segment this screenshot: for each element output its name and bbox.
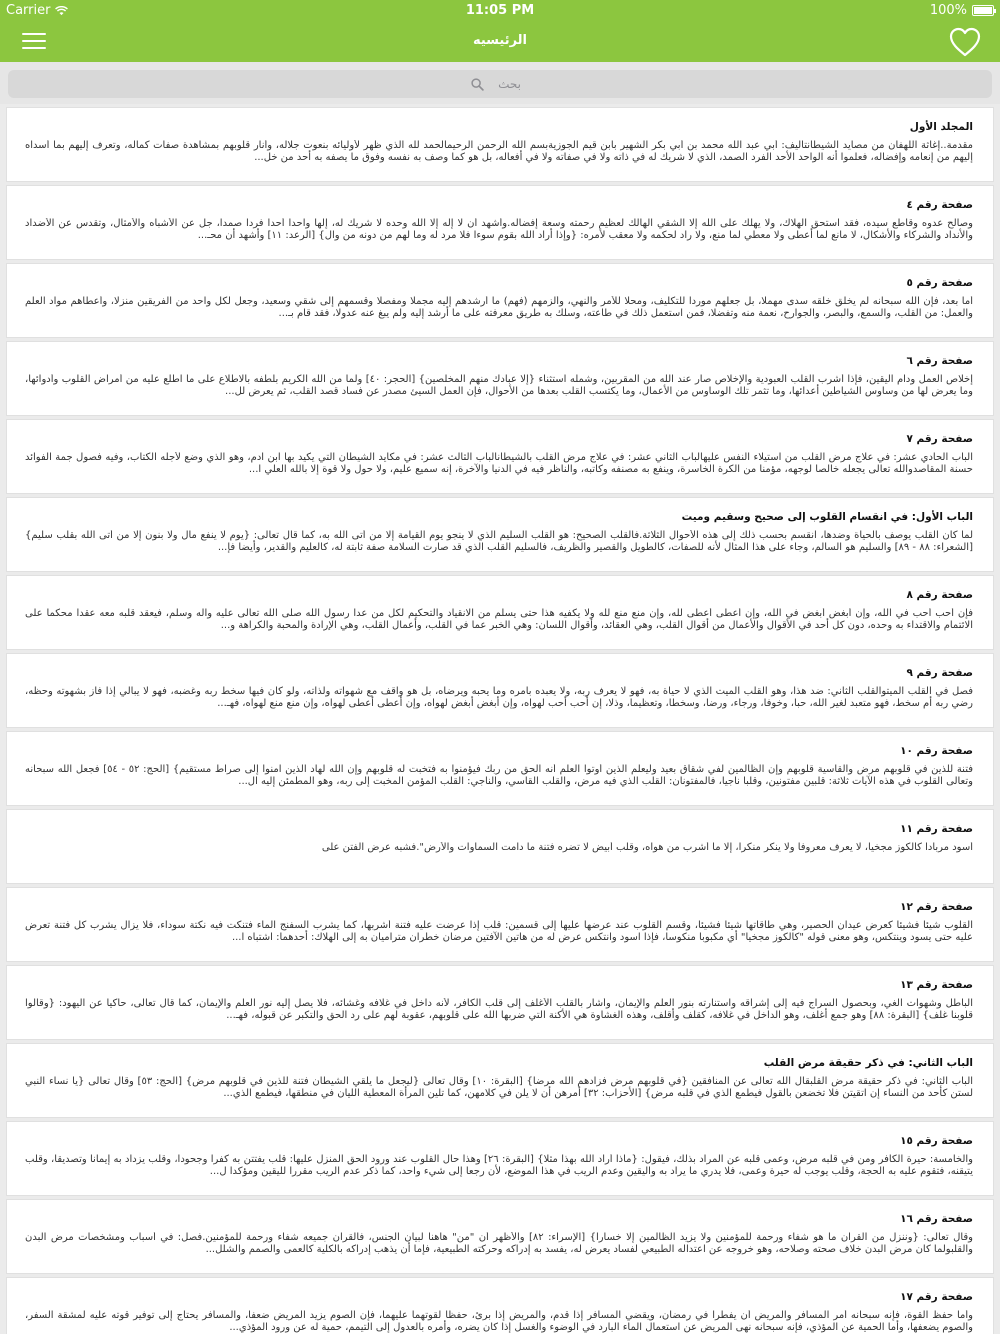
list-item[interactable] [6,1121,994,1196]
list-item[interactable] [6,653,994,728]
list-item-text: فصل في القلب الميتوالقلب الثاني: ضد هذا، وهو القلب الميت الذي لا حياة به، فهو لا يعرف ربه، ولا يعبده بأمره وما يحبه ويرضاه، بل هو واقف مع شهواته ولذاته، ولو كان فيها سخط ربه وغضبه، فهو لا يبالي إذا فاز بشهوته وحظه، رضي ربه أم سخط، فهو متعبد لغير الله، حبا، وخوفا، ورجاء، ورضا، وسخطا، وتعظيما، وذلا، إن أحب أحب لهواه، وإن أبغض أبغض لهواه، وإن أعطى أعطى لهواه، وإن منع منع لهواه، فهـ... [25,686,973,709]
list-item[interactable] [6,185,994,260]
list-item-title: صفحة رقم ١٧ [900,1291,973,1303]
search-icon [471,78,484,91]
search-box[interactable] [8,70,992,98]
list-item-text: وقال تعالى: {وننزل من القرآن ما هو شفاء ورحمة للمؤمنين ولا يزيد الظالمين إلا خسارا} [الإسراء: ٨٢] والأظهر أن "من" هاهنا لبيان الجنس، فالقرآن جميعه شفاء ورحمة للمؤمنين.فصل: في أسباب ومشخصات مرض البدن والقلبولما كان مرض البدن خلاف صحته وصلاحه، وهو خروجه عن اعتداله الطبيعي لفساد يعرض له، يفسد به إدراكه وحركته الطبيعية، فإما أن يذهب إدراكه بالكلية كالعمى والصمم والشلل... [25,1232,973,1255]
search-input[interactable] [490,77,530,91]
list-item[interactable] [6,1043,994,1118]
navigation-bar [0,22,1000,62]
list-item[interactable] [6,107,994,182]
list-item-text: القلوب شيئا فشيئا كعرض عيدان الحصير، وهي طاقاتها شيئا فشيئا، وقسم القلوب عند عرضها عليها إلى قسمين: قلب إذا عرضت عليه فتنة أشربها، كما يشرب السفنج الماء فتنكت فيه نكتة سوداء، فلا يزال يشرب كل فتنة تعرض عليه حتى يسود وينتكس، وهو معنى قوله "كالكوز مجخيا" أي مكبوبا منكوسا، فإذا اسود وانتكس عرض له من هاتين الآفتين مرضان خطران متراميان به إلى الهلاك: أحدهما: اشتباه ا... [25,920,973,943]
list-item-text: فتنة للذين في قلوبهم مرض والقاسية قلوبهم وإن الظالمين لفي شقاق بعيد وليعلم الذين أوتوا العلم أنه الحق من ربك فيؤمنوا به فتخبت له قلوبهم وإن الله لهاد الذين آمنوا إلى صراط مستقيم} [الحج: ٥٢ - ٥٤] فجعل الله سبحانه وتعالى القلوب في هذه الآيات ثلاثة: قلبين مفتونين، وقلبا ناجيا، فالمفتونان: القلب الذي فيه مرض، والقلب القاسي، والناجي: القلب المؤمن المخبت إلى ربه، وهو المطمئن إليه ال... [25,764,973,787]
list-item-text: وصالح عدوه وقاطع سيده، فقد استحق الهلاك، ولا يهلك على الله إلا الشقي الهالك لعظيم رحمته وسعة إفضاله.وأشهد أن لا إله إلا الله وحده لا شريك له، إلها واحدا أحدا فردا صمدا، جل عن الأشباه والأمثال، وتقدس عن الأضداد والأنداد والشركاء والأشكال، لا مانع لما أعطى ولا معطي لما منع، ولا راد لحكمه ولا معقب لأمره: {وإذا أراد الله بقوم سوءا فلا مرد له وما لهم من دونه من وال} [الرعد: ١١] وأشهد أن محـ... [25,218,973,241]
list-item-title: صفحة رقم ٨ [906,589,973,601]
list-item[interactable] [6,341,994,416]
list-item[interactable] [6,1277,994,1334]
battery-label: 100% [929,3,967,18]
list-item-title: صفحة رقم ١٢ [900,901,973,913]
status-time: 11:05 PM [465,3,535,18]
list-item[interactable] [6,575,994,650]
list-item[interactable] [6,1199,994,1274]
carrier-label: Carrier [6,3,51,18]
list-item[interactable] [6,263,994,338]
page-title: الرئيسيه [472,33,528,48]
list-item-text: إخلاص العمل ودام اليقين، فإذا أشرب القلب العبودية والإخلاص صار عند الله من المقربين، وشمله استثناء {إلا عبادك منهم المخلصين} [الحجر: ٤٠] ولما من الله الكريم بلطفه بالاطلاع على ما اطلع عليه من أمراض القلوب وأدوائها، وما يعرض لها من وساوس الشياطين أعدائها، وما تثمر تلك الوساوس من الأعمال، وما يكتسب القلب بعدها من الأحوال، فإن العمل السيئ مصدر عن فساد قصد القلب، ثم يعرض لل... [25,374,973,397]
list-item-text: فإن أحب أحب في الله، وإن أبغض أبغض في الله، وإن أعطى أعطى لله، وإن منع منع لله ولا يكفيه هذا حتى يسلم من الانقياد والتحكيم لكل من عدا رسول الله صلى الله تعالى عليه وآله وسلم، فيعقد قلبه معه عقدا محكما على الائتمام والاقتداء به وحده، دون كل أحد في الأقوال والأعمال من أقوال القلب، وهي العقائد، وأقوال اللسان: وهي الخبر عما في القلب، وأعمال القلب، وهي الإرادة والمحبة والكراهة و... [25,608,973,631]
list-item-title: صفحة رقم ٩ [906,667,973,679]
list-item-title: صفحة رقم ١٥ [900,1135,973,1147]
heart-icon[interactable] [948,26,982,58]
list-item-title: صفحة رقم ١٦ [900,1213,973,1225]
list-item-text: الباطل وشهوات الغي، وبحصول السراج فيه إلى إشراقه واستنارته بنور العلم والإيمان، وأشار بالقلب الأغلف إلى قلب الكافر، لأنه داخل في غلافه وغشائه، فلا يصل إليه نور العلم والإيمان، كما قال تعالى، حاكيا عن اليهود: {وقالوا قلوبنا غلف} [البقرة: ٨٨] وهو جمع أغلف، وهو الداخل في غلافه، كقلف وأقلف، وهذه الغشاوة هي الأكنة التي ضربها الله على قلوبهم، عقوبة لهم على رد الحق والتكبر عن قبوله، فهـ... [25,998,973,1021]
list-item[interactable] [6,809,994,884]
list-item-text: لما كان القلب يوصف بالحياة وضدها، انقسم بحسب ذلك إلى هذه الأحوال الثلاثة.فالقلب الصحيح: هو القلب السليم الذي لا ينجو يوم القيامة إلا من أتى الله به، كما قال تعالى: {يوم لا ينفع مال ولا بنون إلا من أتى الله بقلب سليم} [الشعراء: ٨٨ - ٨٩] والسليم هو السالم، وجاء على هذا المثال لأنه للصفات، كالطويل والقصير والظريف، فالسليم القلب الذي قد صارت السلامة صفة ثابتة له، كالعليم والقدير، وأيضا فإ... [25,530,973,553]
list-item-text: الباب الثاني: في ذكر حقيقة مرض القلبقال الله تعالى عن المنافقين {في قلوبهم مرض فزادهم الله مرضا} [البقرة: ١٠] وقال تعالى {ليجعل ما يلقي الشيطان فتنة للذين في قلوبهم مرض} [الحج: ٥٣] وقال تعالى {يا نساء النبي لستن كأحد من النساء إن اتقيتن فلا تخضعن بالقول فيطمع الذي في قلبه مرض} [الأحزاب: ٣٢] أمرهن أن لا يلن في كلامهن، كما تلين المرأة المعطية الليان في منطقها، فيطمع الذي... [25,1076,973,1099]
list-item-text: والخامسة: حيرة الكافر ومن في قلبه مرض، وعمى قلبه عن المراد بذلك، فيقول: {ماذا أراد الله بهذا مثلا} [البقرة: ٢٦] وهذا حال القلوب عند ورود الحق المنزل عليها: قلب يفتتن به كفرا وجحودا، وقلب يزداد به إيمانا وتصديقا، وقلب يتيقنه، فتقوم عليه به الحجة، وقلب يوجب له حيرة وعمى، فلا يدري ما يراد به واليقين وعدم الريب في هذا الموضع، لأن رجعا إلى شيء واحد، كما ذكر عدم الريب مقررا لليقين ومؤكدا ل... [25,1154,973,1177]
battery-icon [972,5,994,16]
list-item[interactable] [6,497,994,572]
list-item[interactable] [6,965,994,1040]
top-bar [0,0,1000,62]
list-item-title: صفحة رقم ٤ [906,199,973,211]
content-list [6,107,994,1334]
list-item-text: الباب الحادي عشر: في علاج مرض القلب من استيلاء النفس عليهالباب الثاني عشر: في علاج مرض القلب بالشيطانالباب الثالث عشر: في مكايد الشيطان التي يكيد بها ابن آدم، وهو الذي وضع لأجله الكتاب، وفيه فصول جمة الفوائد حسنة المقاصدوالله تعالى يجعله خالصا لوجهه، مؤمنا من الكرة الخاسرة، وينفع به مصنفه وكاتبه، والناظر فيه في الدنيا والآخرة، إنه سميع عليم، ولا حول ولا قوة إلا بالله العلي ا... [25,452,973,475]
list-item[interactable] [6,731,994,806]
list-item-title: صفحة رقم ٥ [906,277,973,289]
list-item-title: صفحة رقم ١٣ [900,979,973,991]
list-item[interactable] [6,419,994,494]
list-item-text: أما بعد، فإن الله سبحانه لم يخلق خلقه سدى مهملا، بل جعلهم موردا للتكليف، ومحلا للأمر والنهي، وألزمهم (فهم) ما أرشدهم إليه مجملا ومفصلا وقسمهم إلى شقي وسعيد، وجعل لكل واحد من الفريقين منزلا، وأعطاهم مواد العلم والعمل: من القلب، والسمع، والبصر، والجوارح، نعمة منه وتفضلا، فمن استعمل ذلك في طاعته، وسلك به طريق معرفته على ما أرشد إليه ولم يبغ عنه عدولا، فقد قام بـ... [25,296,973,319]
list-item-text: أسود مربادا كالكوز مجخيا، لا يعرف معروفا ولا ينكر منكرا، إلا ما أشرب من هواه، وقلب أبيض لا تضره فتنة ما دامت السماوات والأرض".فشبه عرض الفتن على [321,842,973,853]
status-bar [0,0,1000,22]
list-item-title: الباب الثاني: في ذكر حقيقة مرض القلب [763,1057,973,1069]
search-bar [0,62,1000,104]
list-item-title: المجلد الأول [909,121,973,133]
list-item-text: مقدمة..إغاثة اللهفان من مصايد الشيطانتأليف: أبي عبد الله محمد بن أبي بكر الشهير بابن قيم الجوزيةبسم الله الرحمن الرحيمالحمد لله الذي ظهر لأوليائه بنعوت جلاله، وأنار قلوبهم بمشاهدة صفات كماله، وتعرف إليهم بما أسداه إليهم من إنعامه وإفضاله، فعلموا أنه الواحد الأحد الفرد الصمد، الذي لا شريك له في ذاته ولا في صفاته ولا في أفعاله، بل هو كما وصف به نفسه وفوق ما يصفه به أحد من خل... [25,140,973,163]
list-item-title: الباب الأول: في انقسام القلوب إلى صحيح وسقيم وميت [681,511,973,523]
list-item[interactable] [6,887,994,962]
list-item-title: صفحة رقم ٧ [906,433,973,445]
list-item-title: صفحة رقم ١١ [900,823,973,835]
battery-indicator [930,3,994,18]
list-item-title: صفحة رقم ٦ [906,355,973,367]
list-item-text: وأما حفظ القوة، فإنه سبحانه أمر المسافر والمريض أن يفطرا في رمضان، ويقضي المسافر إذا قدم، والمريض إذا برئ، حفظا لقوتهما عليهما، فإن الصوم يزيد المريض ضعفا، والمسافر يحتاج إلى توفير قوته عليه لمشقة السفر، والصوم يضعفها، وأما الحمية عن المؤذي، فإنه سبحانه نهى المريض عن استعمال الماء البارد في الوضوء والغسل إذا كان يضره، وأمره بالعدول إلى التيمم، حمية له عن ورود المؤذي... [25,1310,973,1333]
list-item-title: صفحة رقم ١٠ [900,745,973,757]
